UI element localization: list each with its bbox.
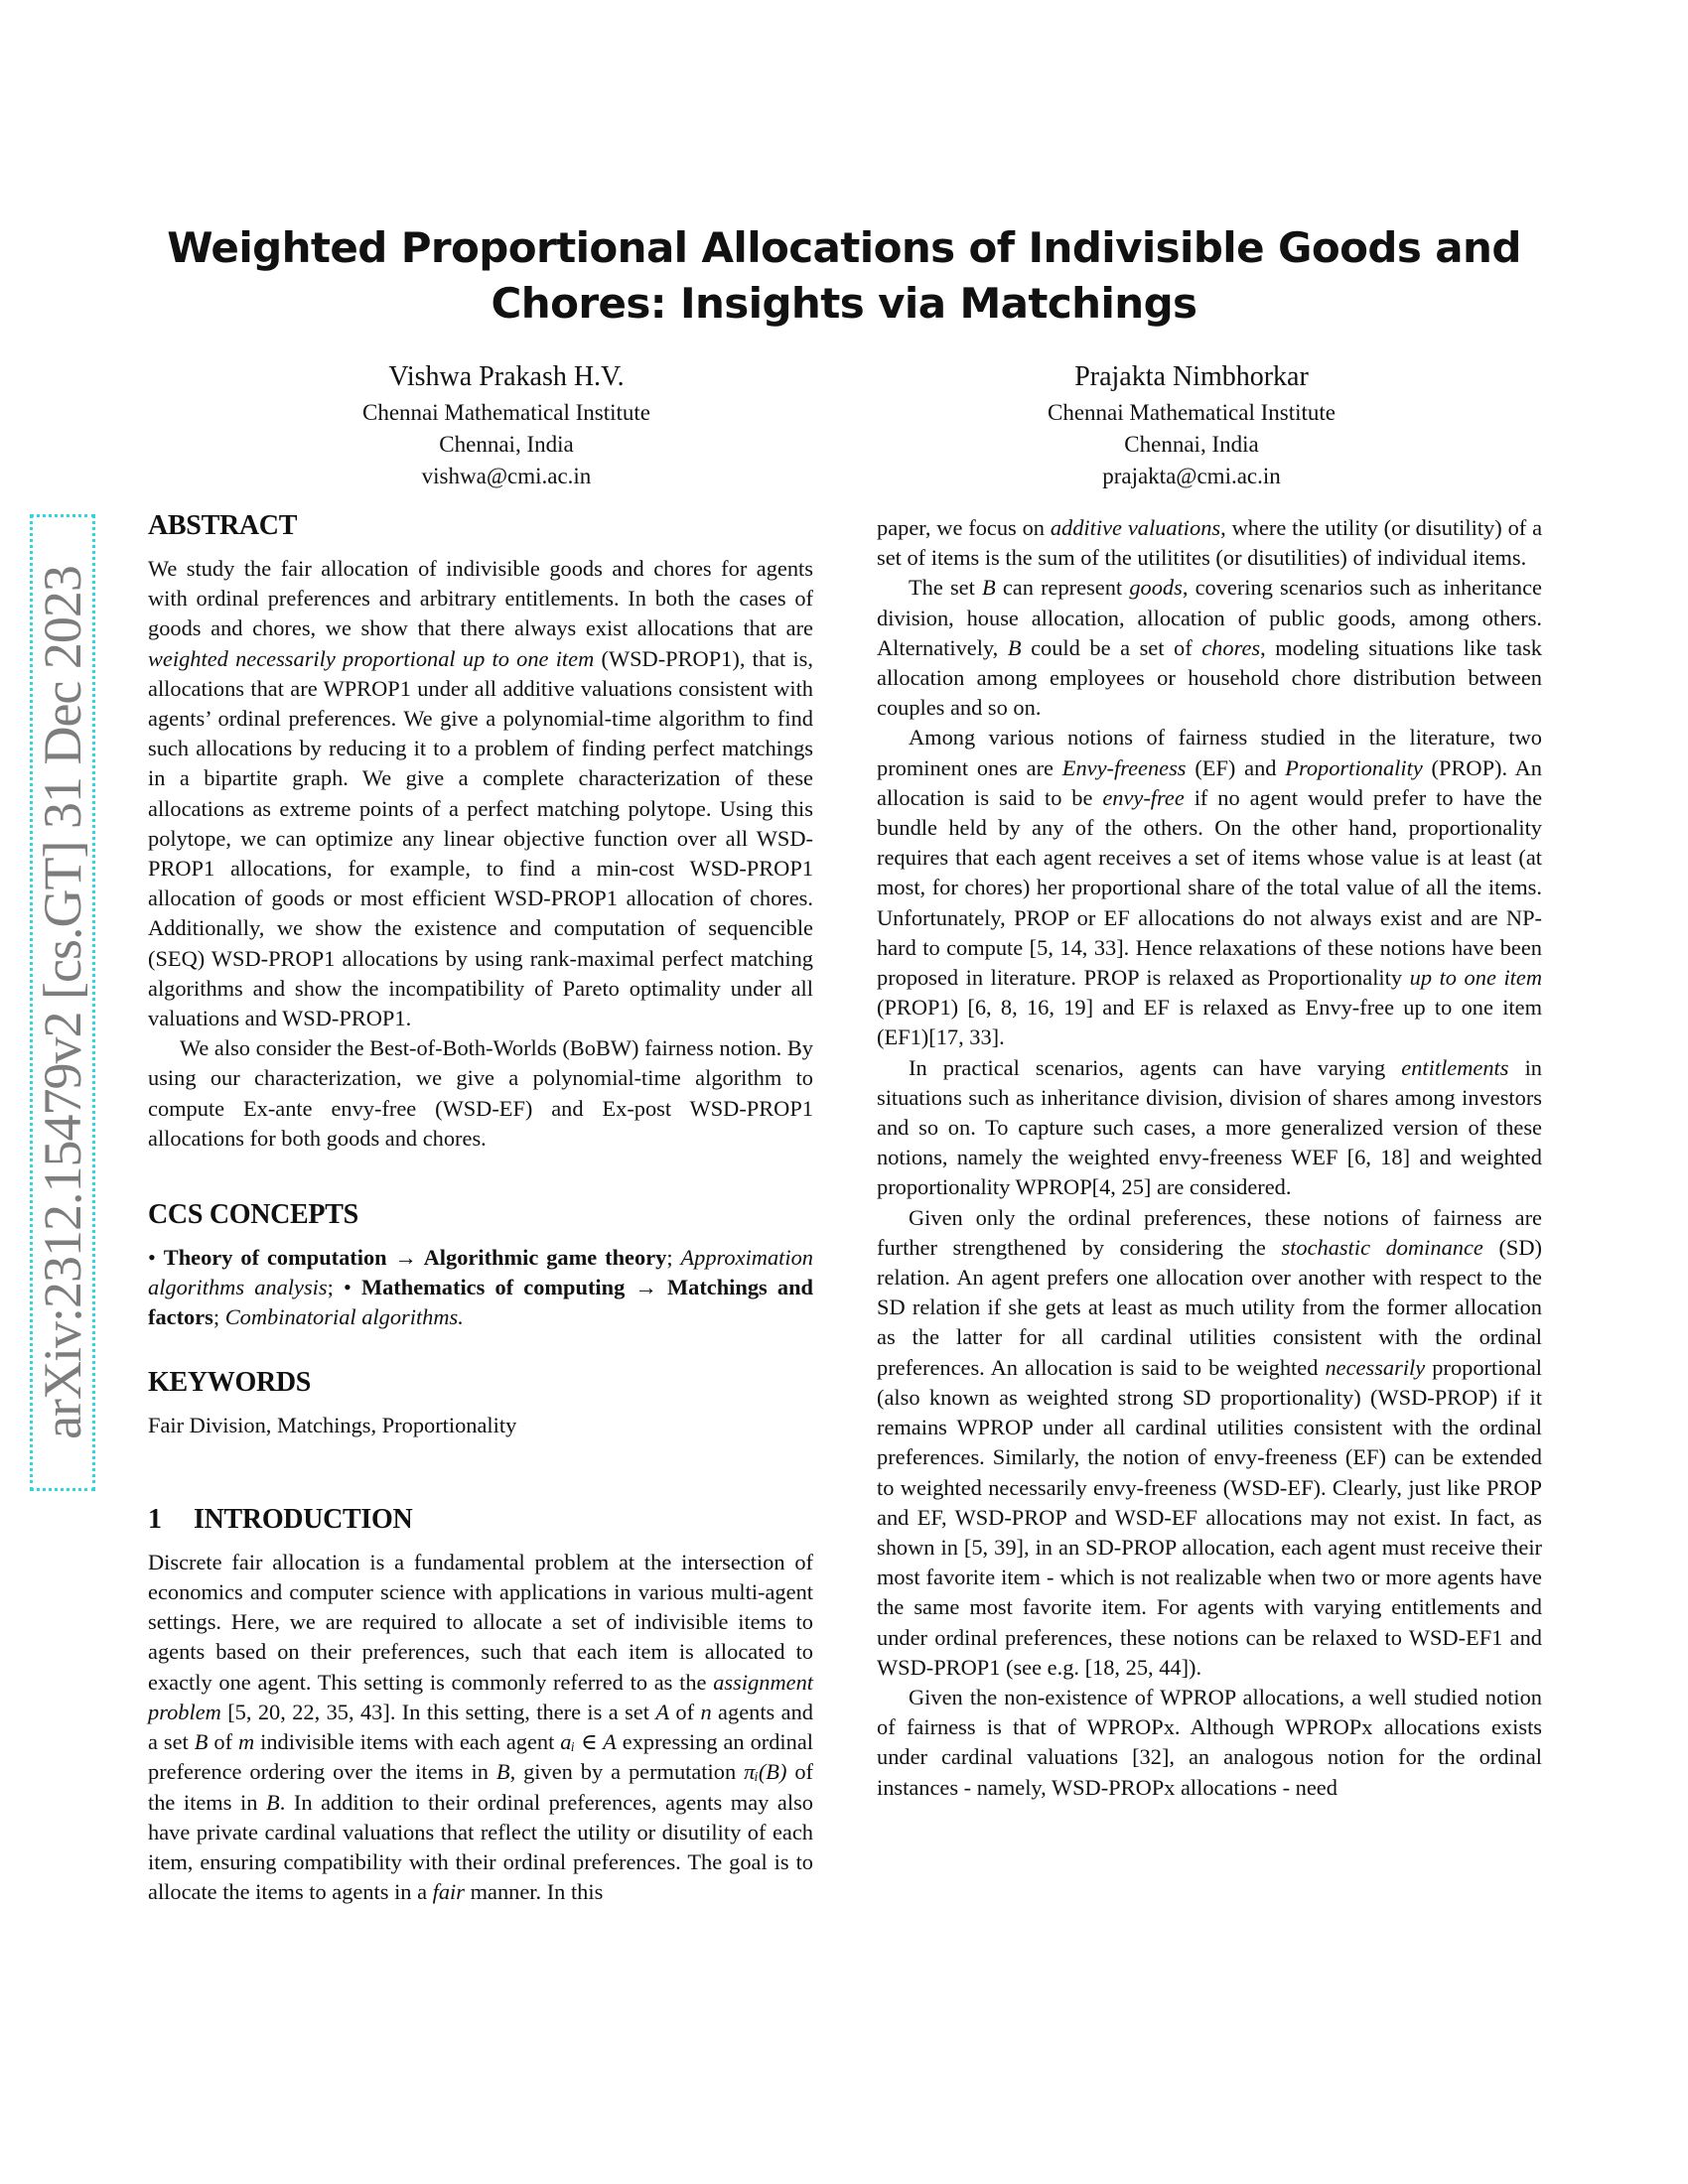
- ccs-concept-1-sub: Approximation algorithms analysis: [148, 1245, 813, 1300]
- emphasis: additive valuations: [1050, 515, 1221, 540]
- math-symbol: B: [266, 1789, 280, 1815]
- text-run: Given only the ordinal preferences, these notions of fairness are further strengthened by considering the: [877, 1204, 1542, 1260]
- emphasis: up to one item: [1409, 965, 1542, 991]
- math-symbol: A: [655, 1699, 670, 1724]
- abstract-heading: ABSTRACT: [148, 510, 298, 541]
- author-location: Chennai, India: [439, 432, 574, 457]
- text-run: could be a set of: [1021, 634, 1202, 660]
- math-symbol: B: [982, 575, 996, 601]
- section-number: 1: [148, 1503, 162, 1535]
- text-run: of the items in: [148, 1759, 814, 1815]
- emphasis: entitlements: [1401, 1054, 1509, 1080]
- ccs-concept-2-sub: Combinatorial algorithms.: [224, 1304, 464, 1330]
- text-run: , given by a permutation: [509, 1759, 745, 1785]
- text-run: if no agent would prefer to have the bundle held by any of the others. On the other hand, proportionality requires that each agent receives a set of items whose value is at least (at most, for chores) her proportional share of the total value of all the items. Unfortunately, PROP or EF allocations do not always exist and are NP-hard to compute [5, 14, 33]. Hence relaxations of these notions have been proposed in literature. PROP is relaxed as Proportionality: [877, 784, 1543, 991]
- text-run: . In addition to their ordinal preferences, agents may also have private cardinal valuations that reflect the utility or disutility of each item, ensuring compatibility with their ordinal preferences. The goal is to allocate the items to agents in a: [148, 1789, 813, 1905]
- ccs-concepts-text: [148, 1243, 813, 1333]
- text-run: can represent: [995, 575, 1130, 601]
- text-run: (WSD-PROP1), that is, allocations that are WPROP1 under all additive valuations consistent with agents’ ordinal preferences. We give a polynomial-time algorithm to find such allocations by reducing it to a problem of finding perfect matchings in a bipartite graph. We give a complete characterization of these allocations as extreme points of a perfect matching polytope. Using this polytope, we can optimize any linear objective function over all WSD-PROP1 allocations, for example, to find a min-cost WSD-PROP1 allocation of goods or most efficient WSD-PROP1 allocation of chores. Additionally, we show the existence and computation of sequencible (SEQ) WSD-PROP1 allocations by using rank-maximal perfect matching algorithms and show the incompatibility of Pareto optimality under all valuations and WSD-PROP1.: [148, 645, 813, 1031]
- emphasis: goods: [1129, 575, 1183, 601]
- ccs-concepts-heading: CCS CONCEPTS: [148, 1199, 358, 1231]
- abstract-paragraph-1: [148, 554, 813, 1033]
- text-run: of: [208, 1729, 238, 1755]
- emphasis: Proportionality: [1285, 754, 1423, 780]
- emphasis: envy-free: [1102, 784, 1185, 810]
- ccs-concept-1: Theory of computation → Algorithmic game theory: [163, 1245, 667, 1271]
- text-run: , where the utility (or disutility) of a set of items is the sum of the utilitites (or disutilities) of individual items.: [877, 515, 1543, 571]
- author-affiliation: Chennai Mathematical Institute: [1048, 400, 1336, 425]
- text-run: We study the fair allocation of indivisible goods and chores for agents with ordinal preferences and arbitrary entitlements. In both the cases of goods and chores, we show that there always exist allocations that are: [148, 556, 813, 641]
- emphasis: weighted necessarily proportional up to one item: [148, 645, 595, 671]
- author-name: Vishwa Prakash H.V.: [388, 361, 625, 392]
- emphasis: necessarily: [1325, 1354, 1426, 1380]
- text-run: of: [669, 1699, 701, 1724]
- text-run: , modeling situations like task allocation among employees or household chore distribution between couples and so on.: [877, 634, 1542, 721]
- intro-paragraph-entitlements: [877, 1053, 1542, 1203]
- text-run: (PROP1) [6, 8, 16, 19] and EF is relaxed as Envy-free up to one item (EF1)[17, 33].: [877, 995, 1542, 1050]
- separator: ;: [666, 1245, 681, 1271]
- keywords-heading: KEYWORDS: [148, 1366, 312, 1398]
- title-line-2: Chores: Insights via Matchings: [491, 279, 1197, 328]
- intro-paragraph-stochastic-dominance: [877, 1203, 1542, 1683]
- separator: ;: [212, 1304, 225, 1330]
- ccs-concept-2: Mathematics of computing → Matchings and factors: [148, 1275, 813, 1330]
- title-line-1: Weighted Proportional Allocations of Indivisible Goods and: [167, 223, 1521, 272]
- bullet: •: [148, 1245, 164, 1271]
- arxiv-identifier: arXiv:2312.15479v2 [cs.GT] 31 Dec 2023: [33, 566, 92, 1439]
- intro-paragraph-fairness-notions: [877, 723, 1542, 1052]
- abstract-paragraph-2: We also consider the Best-of-Both-Worlds (BoBW) fairness notion. By using our characterization, we give a polynomial-time algorithm to compute Ex-ante envy-free (WSD-EF) and Ex-post WSD-PROP1 allocations for both goods and chores.: [148, 1035, 813, 1151]
- math-symbol: πᵢ(B): [744, 1759, 787, 1785]
- author-email: vishwa@cmi.ac.in: [421, 464, 592, 488]
- text-run: Discrete fair allocation is a fundamental problem at the intersection of economics and computer science with applications in various multi-agent settings. Here, we are required to allocate a set of indivisible items to agents based on their preferences, such that each item is allocated to exactly one agent. This setting is commonly referred to as the: [148, 1549, 813, 1695]
- text-run: , covering scenarios such as inheritance division, house allocation, allocation of public goods, among others. Alternatively,: [877, 575, 1542, 660]
- paper-title: [139, 220, 1549, 332]
- text-run: The set: [909, 575, 983, 601]
- left-column: [148, 508, 813, 1907]
- math-symbol: B: [1007, 634, 1022, 660]
- math-symbol: B: [194, 1729, 209, 1755]
- emphasis: stochastic dominance: [1281, 1234, 1483, 1260]
- text-run: proportional (also known as weighted strong SD proportionality) (WSD-PROP) if it remains WPROP under all cardinal utilities consistent with the ordinal preferences. Similarly, the notion of envy-freeness (EF) can be extended to weighted necessarily envy-freeness (WSD-EF). Clearly, just like PROP and EF, WSD-PROP and WSD-EF allocations may not exist. In fact, as shown in [5, 39], in an SD-PROP allocation, each agent must receive their most favorite item - which is not realizable when two or more agents have the same most favorite item. For agents with varying entitlements and under ordinal preferences, these notions can be relaxed to WSD-EF1 and WSD-PROP1 (see e.g. [18, 25, 44]).: [877, 1354, 1542, 1680]
- author-location: Chennai, India: [1124, 432, 1259, 457]
- math-symbol: n: [700, 1699, 712, 1724]
- section-title: INTRODUCTION: [194, 1503, 413, 1535]
- math-symbol: m: [238, 1729, 255, 1755]
- text-run: paper, we focus on: [877, 515, 1051, 540]
- math-symbol: B: [495, 1759, 510, 1785]
- text-run: (PROP). An allocation is said to be: [877, 754, 1542, 810]
- intro-paragraph-goods-chores: [877, 573, 1542, 723]
- keywords-text: Fair Division, Matchings, Proportionality: [148, 1412, 517, 1437]
- text-run: Among various notions of fairness studied in the literature, two prominent ones are: [877, 725, 1542, 780]
- math-symbol: aᵢ ∈ A: [560, 1729, 617, 1755]
- text-run: indivisible items with each agent: [254, 1729, 561, 1755]
- intro-paragraph-1: [148, 1548, 813, 1907]
- author-email: prajakta@cmi.ac.in: [1102, 464, 1281, 488]
- text-run: in situations such as inheritance division, division of shares among investors and so on. To capture such cases, a more generalized version of these notions, namely the weighted envy-freeness WEF [6, 18] and weighted proportionality WPROP[4, 25] are considered.: [877, 1054, 1543, 1200]
- text-run: agents and a set: [148, 1699, 813, 1755]
- emphasis: assignment problem: [148, 1669, 813, 1724]
- introduction-heading: [148, 1502, 813, 1538]
- text-run: In practical scenarios, agents can have varying: [909, 1054, 1402, 1080]
- right-column: [877, 513, 1542, 1803]
- intro-paragraph-wpropx: Given the non-existence of WPROP allocations, a well studied notion of fairness is that of WPROPx. Although WPROPx allocations exists under cardinal valuations [32], an analogous notion for the ordinal instances - namely, WSD-PROPx allocations - need: [877, 1684, 1542, 1800]
- separator: ; •: [327, 1275, 361, 1300]
- text-run: manner. In this: [465, 1879, 604, 1905]
- text-run: (SD) relation. An agent prefers one allocation over another with respect to the SD relation if she gets at least as much utility from the former allocation as the latter for all cardinal utilities consistent with the ordinal preferences. An allocation is said to be weighted: [877, 1234, 1542, 1380]
- text-run: expressing an ordinal preference ordering over the items in: [148, 1729, 813, 1785]
- author-block-2: [933, 357, 1450, 492]
- intro-paragraph-continued: [877, 513, 1542, 573]
- emphasis: chores: [1201, 634, 1261, 660]
- author-affiliation: Chennai Mathematical Institute: [362, 400, 650, 425]
- text-run: (EF) and: [1186, 754, 1286, 780]
- emphasis: Envy-freeness: [1061, 754, 1187, 780]
- author-name: Prajakta Nimbhorkar: [1074, 361, 1309, 392]
- text-run: [5, 20, 22, 35, 43]. In this setting, there is a set: [220, 1699, 656, 1724]
- author-block-1: [248, 357, 765, 492]
- emphasis: fair: [432, 1879, 465, 1905]
